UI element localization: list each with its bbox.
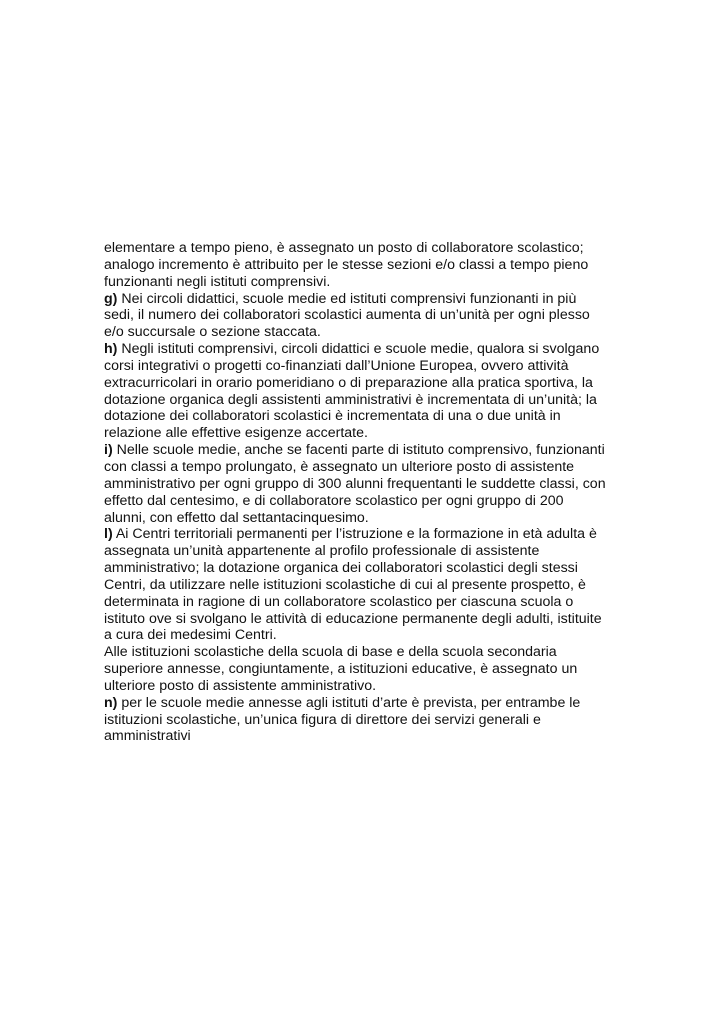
- text-line: extracurricolari in orario pomeridiano o di preparazione alla pratica sportiva, la: [104, 374, 593, 391]
- text-line: elementare a tempo pieno, è assegnato un posto di collaboratore scolastico;: [104, 240, 584, 256]
- line-text: Nei circoli didattici, scuole medie ed istituti comprensivi funzionanti in più: [117, 290, 577, 307]
- line-text: Nelle scuole medie, anche se facenti parte di istituto comprensivo, funzionanti: [112, 442, 605, 459]
- text-line: [104, 442, 624, 459]
- paragraph-n: [104, 695, 624, 746]
- text-line: sedi, il numero dei collaboratori scolastici aumenta di un’unità per ogni plesso: [104, 307, 590, 324]
- text-line: istituzioni scolastiche, un’unica figura di direttore dei servizi generali e: [104, 711, 541, 728]
- text-line: [104, 291, 624, 308]
- text-line: assegnata un’unità appartenente al profilo professionale di assistente: [104, 543, 540, 560]
- text-line: Centri, da utilizzare nelle istituzioni scolastiche di cui al presente prospetto, è: [104, 576, 586, 593]
- text-line: amministrativo; la dotazione organica dei collaboratori scolastici degli stessi: [104, 560, 578, 577]
- item-marker: h): [104, 341, 118, 358]
- body-text: [104, 240, 624, 745]
- text-line: e/o succursale o sezione staccata.: [104, 324, 321, 341]
- text-line: amministrativo per ogni gruppo di 300 alunni frequentanti le suddette classi, con: [104, 475, 606, 492]
- item-marker: g): [104, 290, 118, 307]
- text-line: istituto ove si svolgano le attività di educazione permanente degli adulti, istituite: [104, 610, 602, 627]
- text-line: amministrativi: [104, 728, 191, 745]
- text-line: Alle istituzioni scolastiche della scuola di base e della scuola secondaria: [104, 644, 557, 661]
- item-marker: n): [104, 694, 118, 711]
- text-line: determinata in ragione di un collaboratore scolastico per ciascuna scuola o: [104, 593, 574, 610]
- paragraph-g: [104, 291, 624, 342]
- line-text: Ai Centri territoriali permanenti per l’istruzione e la formazione in età adulta è: [112, 526, 597, 543]
- text-line: [104, 341, 624, 358]
- text-line: relazione alle effettive esigenze accertate.: [104, 425, 368, 442]
- line-text: Negli istituti comprensivi, circoli didattici e scuole medie, qualora si svolgano: [117, 341, 600, 358]
- text-line: a cura dei medesimi Centri.: [104, 627, 277, 644]
- paragraph-intro: [104, 240, 624, 291]
- paragraph-annex: [104, 644, 624, 695]
- text-line: funzionanti negli istituti comprensivi.: [104, 273, 331, 290]
- text-line: dotazione dei collaboratori scolastici è incrementata di una o due unità in: [104, 408, 561, 425]
- text-line: alunni, con effetto dal settantacinquesimo.: [104, 509, 369, 526]
- line-text: per le scuole medie annesse agli istituti d’arte è prevista, per entrambe le: [117, 694, 581, 711]
- text-line: con classi a tempo prolungato, è assegnato un ulteriore posto di assistente: [104, 458, 575, 475]
- text-line: analogo incremento è attribuito per le stesse sezioni e/o classi a tempo pieno: [104, 256, 589, 273]
- item-marker: l): [104, 526, 113, 543]
- paragraph-i: [104, 442, 624, 526]
- text-line: effetto dal centesimo, e di collaboratore scolastico per ogni gruppo di 200: [104, 492, 564, 509]
- item-marker: i): [104, 442, 113, 459]
- text-line: [104, 695, 624, 712]
- text-line: ulteriore posto di assistente amministrativo.: [104, 677, 377, 694]
- text-line: superiore annesse, congiuntamente, a istituzioni educative, è assegnato un: [104, 661, 578, 678]
- text-line: corsi integrativi o progetti co-finanziati dall’Unione Europea, ovvero attività: [104, 357, 569, 374]
- text-line: dotazione organica degli assistenti amministrativi è incrementata di un’unità; la: [104, 391, 597, 408]
- paragraph-l: [104, 526, 624, 644]
- paragraph-h: [104, 341, 624, 442]
- text-line: [104, 526, 624, 543]
